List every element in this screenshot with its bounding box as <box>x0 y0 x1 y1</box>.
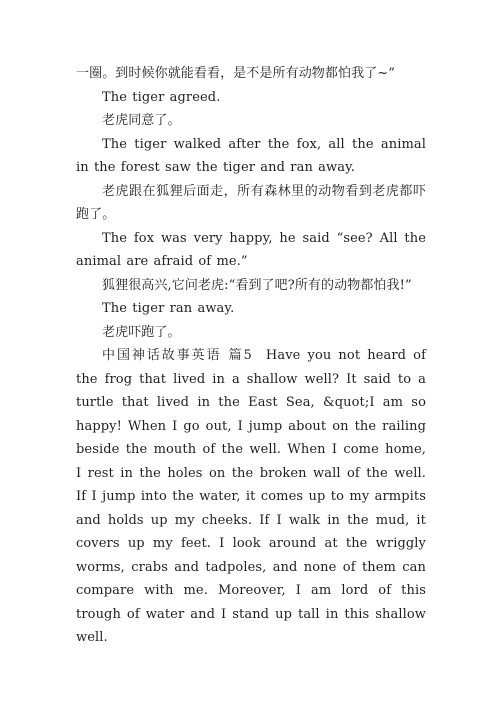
paragraph-tiger-ran-en: The tiger ran away. <box>102 301 235 316</box>
paragraph-fox-happy-en: The fox was very happy, he said “see? All the animal are afraid of me.” <box>76 230 426 269</box>
section-text: Have you not heard of the frog that lived in a shallow well? It said to a turtle that lived in the East Sea, &quot;I am so happy! When I go out, I jump about on the railing beside the mouth of the well. When I come home, I rest in the holes on the broken wall of the well. If I jump into the water, it comes up to my armpits and holds up my cheeks. If I walk in the mud, it covers up my feet. I look around at the wriggly worms, crabs and tadpoles, and none of them can compare with me. Moreover, I am lord of this trough of water and I stand up tall in this shallow well. <box>76 348 426 645</box>
paragraph-tiger-walked-zh: 老虎跟在狐狸后面走，所有森林里的动物看到老虎都吓跑了。 <box>76 183 426 222</box>
paragraph-continuation: 一圈。到时候你就能看看，是不是所有动物都怕我了~” <box>76 66 396 81</box>
paragraph-fox-happy-zh: 狐狸很高兴,它问老虎:“看到了吧?所有的动物都怕我!” <box>102 277 412 293</box>
paragraph-tiger-walked-en: The tiger walked after the fox, all the animal in the forest saw the tiger and ran away. <box>76 136 426 175</box>
paragraph-tiger-agreed-zh: 老虎同意了。 <box>102 113 181 128</box>
section-heading: 中国神话故事英语 篇5 <box>102 348 252 363</box>
section-paragraph <box>76 344 426 650</box>
paragraph-tiger-agreed-en: The tiger agreed. <box>102 89 221 105</box>
paragraph-tiger-ran-zh: 老虎吓跑了。 <box>102 324 181 340</box>
document-body <box>76 62 426 650</box>
